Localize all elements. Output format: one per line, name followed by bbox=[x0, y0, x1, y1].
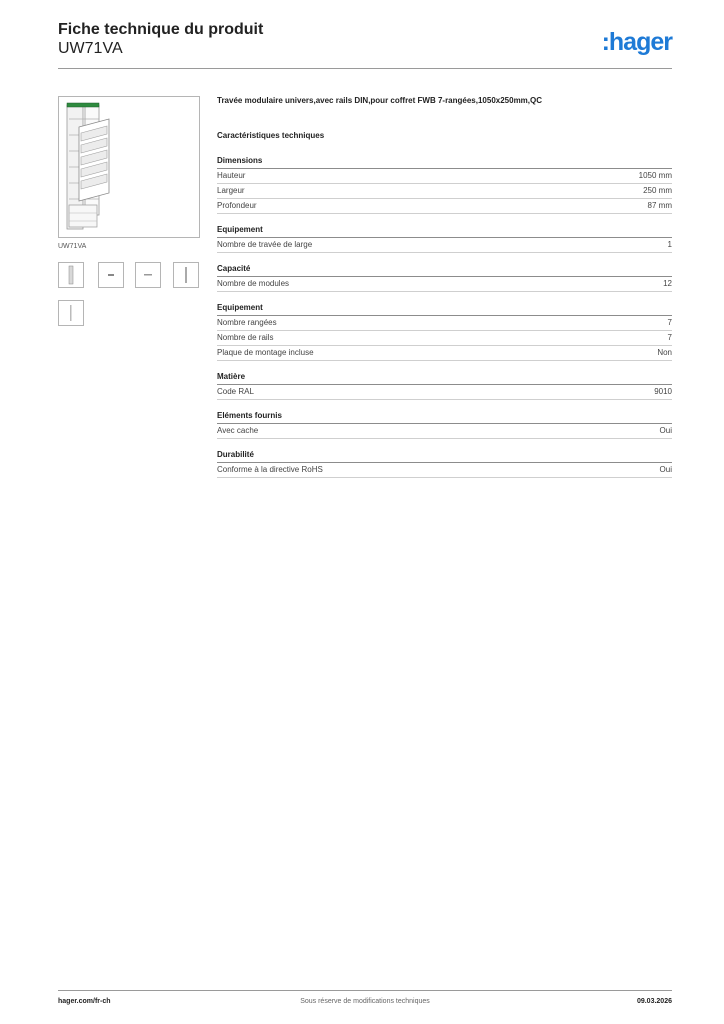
thumbnail-panel-icon bbox=[59, 263, 83, 287]
spec-value: 1 bbox=[667, 240, 672, 249]
spec-value: Non bbox=[657, 348, 672, 357]
spec-label: Nombre de rails bbox=[217, 333, 274, 342]
page-title: Fiche technique du produit bbox=[58, 21, 264, 38]
spec-section-title: Capacité bbox=[217, 264, 672, 277]
spec-heading: Caractéristiques techniques bbox=[217, 131, 325, 140]
spec-value: 250 mm bbox=[643, 186, 672, 195]
spec-row bbox=[217, 238, 672, 253]
product-thumbnail-3[interactable] bbox=[135, 262, 161, 288]
spec-section bbox=[217, 225, 672, 253]
product-image-caption: UW71VA bbox=[58, 243, 87, 250]
spec-label: Hauteur bbox=[217, 171, 246, 180]
spec-value: 9010 bbox=[654, 387, 672, 396]
spec-row bbox=[217, 169, 672, 184]
spec-value: 12 bbox=[663, 279, 672, 288]
product-thumbnail-4[interactable] bbox=[173, 262, 199, 288]
spec-sections bbox=[217, 156, 672, 478]
footer-date: 09.03.2026 bbox=[636, 998, 672, 1005]
spec-section-title: Dimensions bbox=[217, 156, 672, 169]
spec-label: Code RAL bbox=[217, 387, 254, 396]
product-reference: UW71VA bbox=[58, 40, 123, 57]
logo-text: hager bbox=[608, 28, 672, 56]
spec-content bbox=[217, 96, 672, 478]
footer-website-link[interactable]: hager.com/fr-ch bbox=[58, 998, 111, 1005]
footer-note: Sous réserve de modifications techniques bbox=[300, 998, 430, 1005]
spec-label: Plaque de montage incluse bbox=[217, 348, 314, 357]
spec-section-title: Durabilité bbox=[217, 450, 672, 463]
product-main-image[interactable] bbox=[58, 96, 200, 238]
spec-row bbox=[217, 277, 672, 292]
hager-logo[interactable]: :hager bbox=[601, 28, 672, 56]
spec-label: Profondeur bbox=[217, 201, 257, 210]
spec-label: Nombre de modules bbox=[217, 279, 290, 288]
spec-row bbox=[217, 199, 672, 214]
spec-label: Nombre rangées bbox=[217, 318, 277, 327]
page-header bbox=[58, 20, 672, 70]
spec-row bbox=[217, 463, 672, 478]
spec-section-title: Eléments fournis bbox=[217, 411, 672, 424]
thumbnail-rail-icon bbox=[136, 263, 160, 287]
spec-section-title: Equipement bbox=[217, 225, 672, 238]
thumbnail-rail-icon bbox=[99, 263, 123, 287]
spec-label: Conforme à la directive RoHS bbox=[217, 465, 323, 474]
spec-row bbox=[217, 331, 672, 346]
spec-row bbox=[217, 346, 672, 361]
spec-value: Oui bbox=[659, 426, 672, 435]
thumbnail-panel-icon bbox=[174, 263, 198, 287]
spec-row bbox=[217, 385, 672, 400]
spec-label: Nombre de travée de large bbox=[217, 240, 313, 249]
modular-panel-illustration bbox=[59, 97, 199, 237]
spec-row bbox=[217, 424, 672, 439]
page-footer bbox=[58, 998, 672, 1012]
product-description: Travée modulaire univers,avec rails DIN,pour coffret FWB 7-rangées,1050x250mm,QC bbox=[217, 96, 543, 105]
spec-label: Largeur bbox=[217, 186, 245, 195]
spec-section-title: Equipement bbox=[217, 303, 672, 316]
spec-section bbox=[217, 156, 672, 214]
spec-value: 87 mm bbox=[647, 201, 672, 210]
spec-value: 7 bbox=[667, 333, 672, 342]
header-divider bbox=[58, 68, 672, 69]
spec-row bbox=[217, 316, 672, 331]
spec-row bbox=[217, 184, 672, 199]
product-thumbnail-2[interactable] bbox=[98, 262, 124, 288]
thumbnail-panel-icon bbox=[59, 301, 83, 325]
footer-divider bbox=[58, 990, 672, 991]
spec-section bbox=[217, 411, 672, 439]
spec-section bbox=[217, 372, 672, 400]
spec-label: Avec cache bbox=[217, 426, 259, 435]
spec-section-title: Matière bbox=[217, 372, 672, 385]
spec-value: 7 bbox=[667, 318, 672, 327]
spec-section bbox=[217, 264, 672, 292]
spec-value: 1050 mm bbox=[638, 171, 672, 180]
product-thumbnail-5[interactable] bbox=[58, 300, 84, 326]
spec-value: Oui bbox=[659, 465, 672, 474]
spec-section bbox=[217, 450, 672, 478]
product-thumbnail-1[interactable] bbox=[58, 262, 84, 288]
spec-section bbox=[217, 303, 672, 361]
